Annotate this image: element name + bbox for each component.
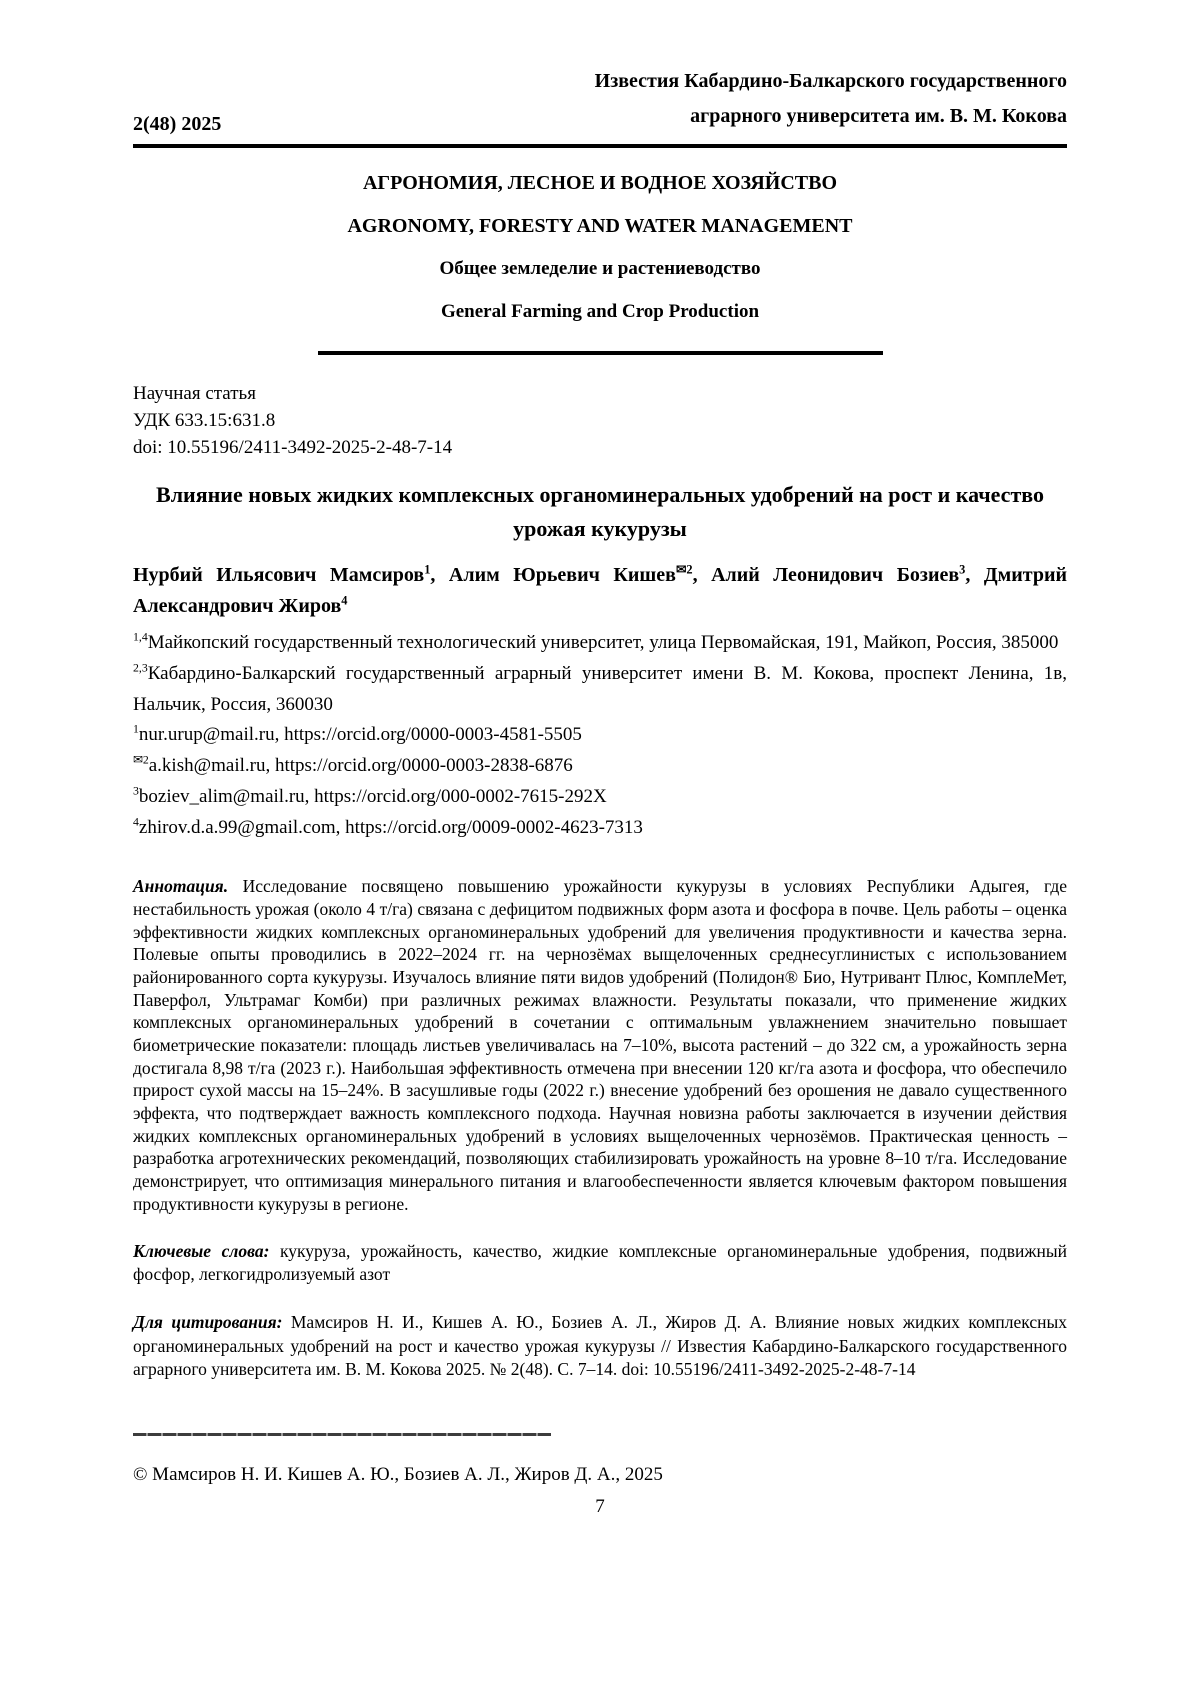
email-orcid-line	[133, 751, 1067, 782]
abstract-text: Исследование посвящено повышению урожайности кукурузы в условиях Республики Адыгея, где нестабильность урожая (около 4 т/га) связана с дефицитом подвижных форм азота и фосфора в почве. Цель работы – оценка эффективности жидких комплексных органоминеральных удобрений для увеличения продуктивности и качества зерна. Полевые опыты проводились в 2022–2024 гг. на чернозёмах выщелоченных среднесуглинистых с использованием районированного сорта кукурузы. Изучалось влияние пяти видов удобрений (Полидон® Био, Нутривант Плюс, КомплеМет, Паверфол, Ультрамаг Комби) при различных режимах влажности. Результаты показали, что применение жидких комплексных органоминеральных удобрений в сочетании с оптимальным увлажнением значительно повышает биометрические показатели: площадь листьев увеличивалась на 7–10%, высота растений – до 322 см, а урожайность зерна достигала 8,98 т/га (2023 г.). Наибольшая эффективность отмечена при внесении 120 кг/га азота и фосфора, что обеспечило прирост сухой массы на 15–24%. В засушливые годы (2022 г.) внесение удобрений без орошения не давало существенного эффекта, что подтверждает важность комплексного подхода. Научная новизна работы заключается в изучении действия жидких комплексных органоминеральных удобрений в условиях выщелоченных чернозёмов. Практическая ценность – разработка агротехнических рекомендаций, позволяющих стабилизировать урожайность на уровне 8–10 т/га. Исследование демонстрирует, что оптимизация минерального питания и влагообеспеченности является ключевым фактором повышения продуктивности кукурузы в регионе.	[133, 876, 1067, 1214]
author-superscript: 2	[686, 562, 693, 577]
section-heading-ru: АГРОНОМИЯ, ЛЕСНОЕ И ВОДНОЕ ХОЗЯЙСТВО	[362, 172, 838, 194]
email-orcid-line	[133, 720, 1067, 751]
email-orcid-text: zhirov.d.a.99@gmail.com, https://orcid.org/0009-0002-4623-7313	[138, 816, 643, 838]
author-separator: ,	[965, 564, 984, 587]
author-name: Алий Леонидович Бозиев	[711, 564, 960, 587]
author-separator: ,	[430, 564, 449, 587]
author-name: Нурбий Ильясович Мамсиров	[133, 564, 425, 587]
running-head	[133, 64, 1067, 134]
contacts-block	[133, 720, 1067, 843]
copyright-line: © Мамсиров Н. И. Кишев А. Ю., Бозиев А. Л., Жиров Д. А., 2025	[133, 1463, 663, 1485]
affiliation-text: Кабардино-Балкарский государственный аграрный университет имени В. М. Кокова, проспект Ленина, 1в, Нальчик, Россия, 360030	[133, 662, 1067, 715]
keywords-paragraph	[133, 1240, 1067, 1286]
journal-name-line2: аграрного университета им. В. М. Кокова	[690, 105, 1067, 127]
section-divider	[318, 351, 883, 355]
issue-number: 2(48) 2025	[133, 113, 222, 135]
journal-name	[595, 64, 1067, 134]
article-type: Научная статья	[133, 383, 256, 404]
envelope-icon: ✉	[133, 753, 143, 767]
author-superscript: 3	[959, 562, 966, 577]
abstract-label: Аннотация.	[133, 876, 229, 897]
affiliation-superscript: 2,3	[133, 661, 148, 675]
contact-superscript-number: 1	[133, 723, 139, 737]
affiliation	[133, 628, 1067, 659]
doi-line: doi: 10.55196/2411-3492-2025-2-48-7-14	[133, 436, 453, 458]
author-superscript: 1	[424, 562, 431, 577]
contact-superscript	[133, 754, 149, 767]
affiliation-text: Майкопский государственный технологический университет, улица Первомайская, 191, Майкоп, Россия, 385000	[147, 632, 1059, 654]
citation-paragraph	[133, 1311, 1067, 1380]
section-headings	[133, 172, 1067, 355]
envelope-icon: ✉	[676, 562, 687, 577]
author-affiliation-mark	[676, 562, 693, 576]
udc-code: УДК 633.15:631.8	[133, 409, 276, 431]
keywords-text: кукуруза, урожайность, качество, жидкие комплексные органоминеральные удобрения, подвижный фосфор, легкогидролизуемый азот	[133, 1241, 1067, 1285]
email-orcid-text: a.kish@mail.ru, https://orcid.org/0000-0003-2838-6876	[148, 755, 573, 777]
affiliations-block	[133, 628, 1067, 720]
author-name: Алим Юрьевич Кишев	[448, 564, 676, 587]
author-superscript: 4	[341, 593, 348, 608]
subsection-heading-ru: Общее земледелие и растениеводство	[439, 258, 761, 279]
contact-superscript-number: 3	[133, 784, 139, 798]
citation-label: Для цитирования:	[133, 1312, 283, 1333]
citation-text: Мамсиров Н. И., Кишев А. Ю., Бозиев А. Л., Жиров Д. А. Влияние новых жидких комплексных органоминеральных удобрений на рост и качество урожая кукурузы // Известия Кабардино-Балкарского государственного аграрного университета им. В. М. Кокова 2025. № 2(48). С. 7–14. doi: 10.55196/2411-3492-2025-2-48-7-14	[133, 1312, 1068, 1379]
email-orcid-line	[133, 813, 1067, 844]
contact-superscript-number: 4	[133, 815, 139, 829]
affiliation	[133, 659, 1067, 721]
email-orcid-line	[133, 782, 1067, 813]
author-name: Дмитрий Александрович Жиров	[133, 564, 1068, 618]
header-rule	[133, 144, 1067, 148]
journal-name-line1: Известия Кабардино-Балкарского государственного	[594, 70, 1067, 92]
affiliation-superscript: 1,4	[133, 630, 148, 644]
author-affiliation-mark	[341, 593, 347, 607]
section-heading-en: AGRONOMY, FORESTY AND WATER MANAGEMENT	[347, 215, 853, 237]
email-orcid-text: nur.urup@mail.ru, https://orcid.org/0000-0003-4581-5505	[138, 724, 582, 746]
author-separator: ,	[692, 564, 712, 587]
authors-line	[133, 560, 1067, 622]
article-meta	[133, 381, 1067, 462]
article-title: Влияние новых жидких комплексных органоминеральных удобрений на рост и качество урожая кукурузы	[156, 481, 1044, 541]
keywords-label: Ключевые слова:	[133, 1241, 270, 1262]
subsection-heading-en: General Farming and Crop Production	[440, 301, 760, 322]
footnote-rule	[133, 1433, 551, 1436]
contact-superscript-number: 2	[142, 753, 149, 767]
email-orcid-text: boziev_alim@mail.ru, https://orcid.org/000-0002-7615-292X	[138, 785, 607, 807]
abstract-paragraph	[133, 875, 1067, 1215]
page-number: 7	[595, 1495, 605, 1517]
